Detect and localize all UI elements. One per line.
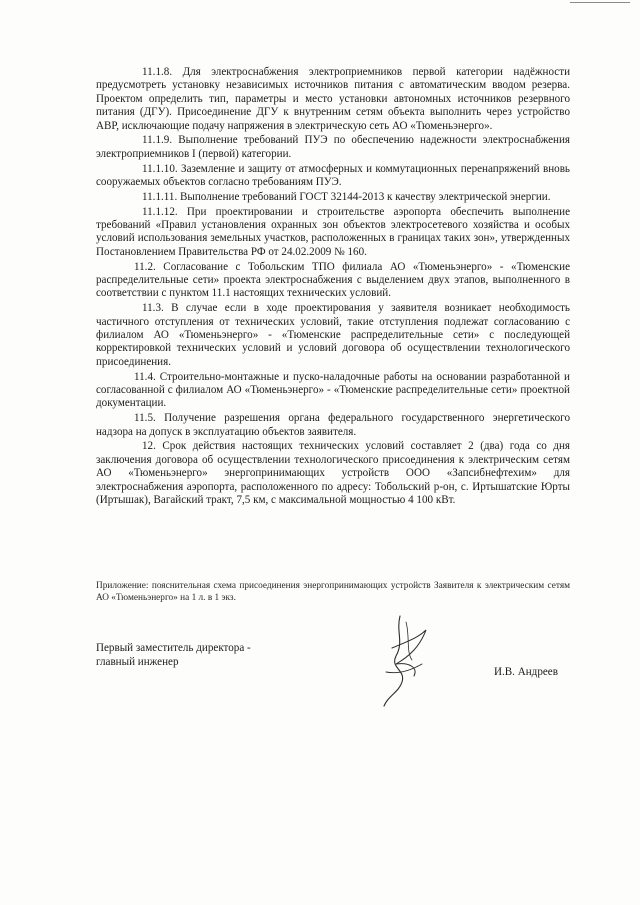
- paragraph-11-5: 11.5. Получение разрешения органа федерального государственного энергетического надзора на допуск в эксплуатацию объектов заявителя.: [96, 412, 570, 438]
- paragraph-11-1-11: 11.1.11. Выполнение требований ГОСТ 32144-2013 к качеству электрической энергии.: [142, 190, 551, 203]
- paragraph-11-1-12: 11.1.12. При проектировании и строительстве аэропорта обеспечить выполнение требований «Правил установления охранных зон объектов электросетевого хозяйства и особых условий использования земельных участков, расположенных в границах таких зон», утвержденных Постановлением Правительства РФ от 24.02.2009 № 160.: [96, 205, 570, 258]
- paragraph-11-2: 11.2. Согласование с Тобольским ТПО филиала АО «Тюменьэнерго» - «Тюменские распределительные сети» проекта электроснабжения с выделением двух этапов, выполненного в соответствии с пунктом 11.1 настоящих технических условий.: [96, 260, 570, 300]
- scan-edge-line: [570, 2, 630, 3]
- signer-position-line-2: главный инженер: [96, 655, 179, 668]
- handwritten-signature: [366, 612, 436, 712]
- appendix-note: Приложение: пояснительная схема присоединения энергопринимающих устройств Заявителя к электрическим сетям АО «Тюменьэнерго» на 1 л. в 1 экз.: [96, 581, 570, 603]
- paragraph-11-1-10: 11.1.10. Заземление и защиту от атмосферных и коммутационных перенапряжений вновь сооружаемых объектов согласно требованиям ПУЭ.: [96, 162, 570, 189]
- paragraph-11-1-8: 11.1.8. Для электроснабжения электроприемников первой категории надёжности предусмотреть установку независимых источников питания с автоматическим вводом резерва. Проектом определить тип, параметры и место установки автономных источников резервного питания (ДГУ). Присоединение ДГУ к внутренним сетям объекта выполнить через устройство АВР, исключающие подачу напряжения в электрическую сеть АО «Тюменьэнерго».: [96, 66, 570, 132]
- signer-name: И.В. Андреев: [494, 666, 558, 678]
- signer-position: [96, 642, 316, 669]
- paragraph-11-3: 11.3. В случае если в ходе проектирования у заявителя возникает необходимость частичного отступления от технических условий, такие отступления подлежат согласованию с филиалом АО «Тюменьэнерго» - «Тюменские распределительные сети» с последующей корректировкой технических условий и условий договора об осуществлении технологического присоединения.: [96, 302, 570, 368]
- paragraph-11-4: 11.4. Строительно-монтажные и пуско-наладочные работы на основании разработанной и согласованной с филиалом АО «Тюменьэнерго» - «Тюменские распределительные сети» проектной документации.: [96, 370, 570, 410]
- paragraph-12: 12. Срок действия настоящих технических условий составляет 2 (два) года со дня заключения договора об осуществлении технологического присоединения к электрическим сетям АО «Тюменьэнерго» энергопринимающих устройств ООО «Запсибнефтехим» для электроснабжения аэропорта, расположенного по адресу: Тобольский р-он, с. Иртышатские Юрты (Иртышак), Вагайский тракт, 7,5 км, с максимальной мощностью 4 100 кВт.: [96, 440, 570, 507]
- conditions-text: [96, 66, 570, 509]
- signer-position-line-1: Первый заместитель директора -: [96, 642, 251, 654]
- paragraph-11-1-9: 11.1.9. Выполнение требований ПУЭ по обеспечению надежности электроснабжения электроприемников I (первой) категории.: [96, 134, 570, 160]
